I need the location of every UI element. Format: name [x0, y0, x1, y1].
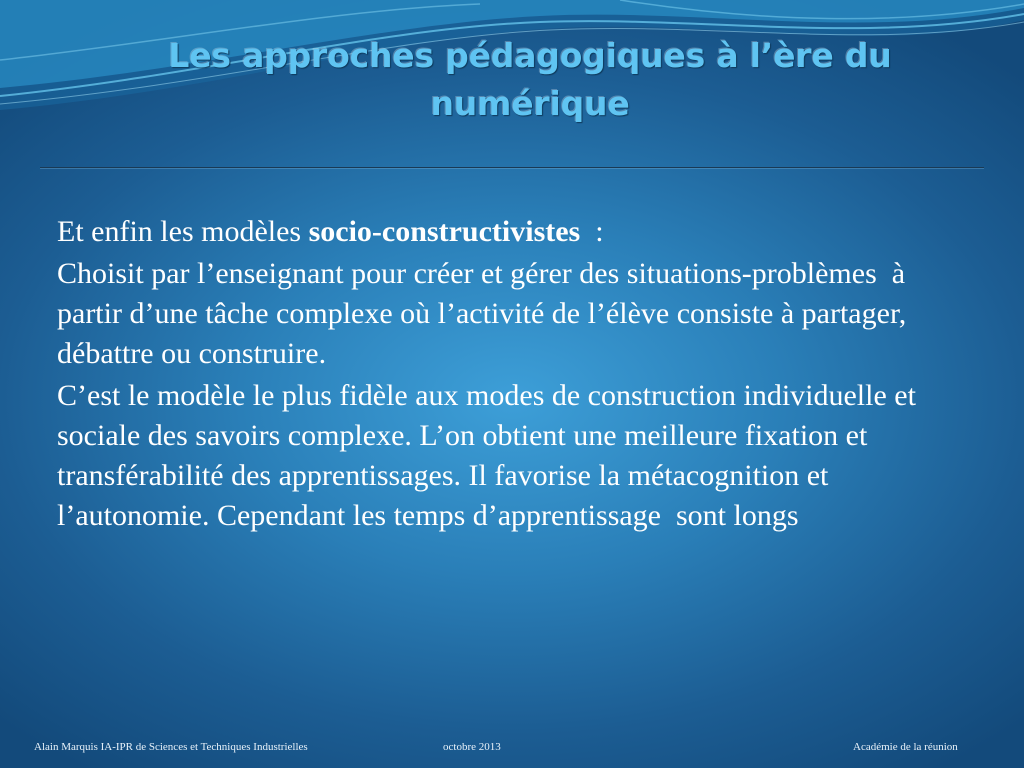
paragraph-1: Choisit par l’enseignant pour créer et gérer des situations-problèmes à partir d’une tâche complexe où l’activité de l’élève consiste à partager, débattre ou construire. [57, 257, 914, 370]
footer-date: octobre 2013 [443, 741, 501, 753]
intro-suffix: : [580, 215, 604, 248]
intro-prefix: Et enfin les modèles [57, 215, 309, 248]
slide-title [110, 32, 950, 128]
slide-title-line-1: Les approches pédagogiques à l’ère du [168, 36, 892, 75]
intro-line [57, 212, 967, 252]
slide-body [57, 212, 967, 536]
intro-bold-term: socio-constructivistes [308, 215, 581, 248]
footer-institution: Académie de la réunion [853, 741, 958, 753]
slide-title-line-2: numérique [430, 84, 630, 123]
footer-author: Alain Marquis IA-IPR de Sciences et Techniques Industrielles [34, 741, 308, 753]
title-divider [40, 167, 984, 169]
paragraph-2: C’est le modèle le plus fidèle aux modes de construction individuelle et sociale des savoirs complexe. L’on obtient une meilleure fixation et transférabilité des apprentissages. Il favorise la métacognition et l’autonomie. Cependant les temps d’apprentissage sont longs [57, 379, 924, 532]
